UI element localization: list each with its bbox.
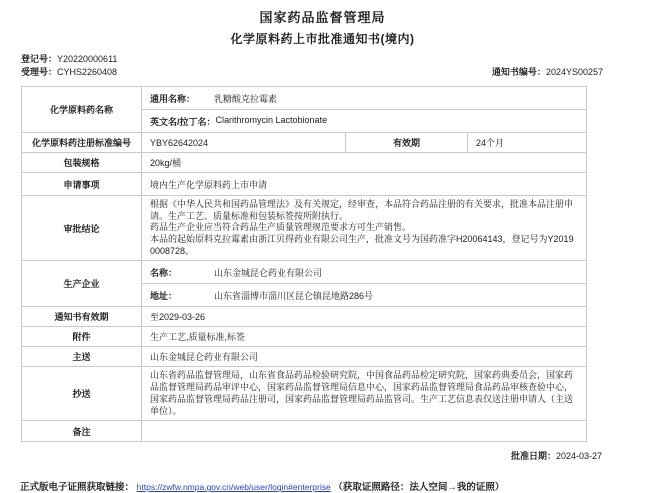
- cert-link[interactable]: https://zwfw.nmpa.gov.cn/web/user/login#enterprise: [136, 482, 331, 493]
- field-label-cc: 抄送: [22, 367, 142, 421]
- notice-number: [492, 66, 603, 79]
- approval-line-1: 根据《中华人民共和国药品管理法》及有关规定，经审查，本品符合药品注册的有关要求，批准本品注册申请。生产工艺、质量标准和包装标签按所附执行。: [150, 199, 574, 221]
- manufacturer-address-cell: [142, 284, 587, 307]
- cert-link-label: 正式版电子证照获取链接：: [20, 482, 135, 493]
- field-label-validity: 有效期: [346, 133, 468, 153]
- doc-title: 国家药品监督管理局: [259, 10, 386, 25]
- table-row: [22, 87, 587, 110]
- english-name-cell: [142, 110, 587, 133]
- manufacturer-name-label: 名称：: [150, 267, 178, 278]
- field-label-attachments: 附件: [22, 327, 142, 347]
- notice-number-value: 2024YS00257: [545, 67, 603, 77]
- acceptance-number-label: 受理号：: [21, 67, 58, 77]
- field-label-drug-name: 化学原料药名称: [22, 87, 142, 133]
- standard-no-value: YBY62642024: [142, 133, 346, 153]
- field-label-approval: 审批结论: [22, 196, 142, 261]
- table-row: [22, 153, 587, 173]
- approval-line-3: 本品的起始原料克拉霉素由浙江贝得药业有限公司生产，批准文号为国药准字H20064143，登记号为Y20190008728。: [150, 234, 574, 256]
- generic-name-cell: [142, 87, 587, 110]
- table-row: [22, 421, 587, 442]
- approval-date-label: 批准日期：: [510, 451, 556, 462]
- validity-value: 24个月: [468, 133, 587, 153]
- package-value: 20kg/桶: [142, 153, 587, 173]
- manufacturer-name-value: 山东金城昆仑药业有限公司: [214, 267, 323, 278]
- field-label-main-recipient: 主送: [22, 347, 142, 367]
- acceptance-number: [21, 66, 117, 79]
- approval-conclusion-cell: [142, 196, 587, 261]
- manufacturer-address-label: 地址：: [150, 290, 178, 301]
- acceptance-notice-line: [21, 66, 603, 79]
- remarks-value: [142, 421, 587, 442]
- cert-path-note: （获取证照路径：法人空间→我的证照）: [333, 482, 505, 493]
- registration-number-label: 登记号：: [21, 54, 58, 64]
- notice-validity-value: 至2029-03-26: [142, 307, 587, 327]
- field-label-manufacturer: 生产企业: [22, 261, 142, 307]
- table-row: [22, 307, 587, 327]
- cc-value: 山东省药品监督管理局，山东省食品药品检验研究院，中国食品药品检定研究院，国家药典委员会，国家药品监督管理局药品审评中心，国家药品监督管理局信息中心，国家药品监督管理局食品药品审核查验中心，国家药品监督管理局药品注册司，国家药品监督管理局药品监管司。生产工艺信息表仅送注册申请人（主送单位）。: [142, 367, 587, 421]
- generic-name-value: 乳糖酸克拉霉素: [214, 93, 278, 104]
- approval-line-2: 药品生产企业应当符合药品生产质量管理规范要求方可生产销售。: [150, 222, 412, 233]
- table-row: [22, 367, 587, 421]
- manufacturer-name-cell: [142, 261, 587, 284]
- table-row: [22, 133, 587, 153]
- field-label-standard-no: 化学原料药注册标准编号: [22, 133, 142, 153]
- approval-table: [21, 86, 587, 442]
- approval-date-value: 2024-03-27: [555, 451, 602, 462]
- field-label-package: 包装规格: [22, 153, 142, 173]
- table-row: [22, 196, 587, 261]
- field-label-notice-validity: 通知书有效期: [22, 307, 142, 327]
- approval-date-line: [0, 449, 602, 462]
- registration-number-value: Y20220000611: [57, 54, 118, 64]
- meta-block: [21, 53, 603, 79]
- table-row: [22, 347, 587, 367]
- field-label-remarks: 备注: [22, 421, 142, 442]
- table-row: [22, 173, 587, 196]
- generic-name-label: 通用名称：: [150, 93, 196, 104]
- manufacturer-address-value: 山东省淄博市淄川区昆仑镇昆地路286号: [214, 290, 374, 301]
- table-row: [22, 261, 587, 284]
- field-label-application: 申请事项: [22, 173, 142, 196]
- registration-number-line: [21, 53, 603, 66]
- cert-link-line: [20, 479, 635, 493]
- doc-subtitle: 化学原料药上市批准通知书(境内): [230, 32, 415, 46]
- english-name-value: Clarithromycin Lactobionate: [215, 114, 328, 125]
- notice-number-label: 通知书编号：: [491, 67, 546, 77]
- english-name-label: 英文名/拉丁名：: [150, 116, 216, 127]
- attachments-value: 生产工艺,质量标准,标签: [142, 327, 587, 347]
- main-recipient-value: 山东金城昆仑药业有限公司: [142, 347, 587, 367]
- acceptance-number-value: CYHS2260408: [57, 67, 118, 77]
- application-value: 境内生产化学原料药上市申请: [142, 173, 587, 196]
- table-row: [22, 327, 587, 347]
